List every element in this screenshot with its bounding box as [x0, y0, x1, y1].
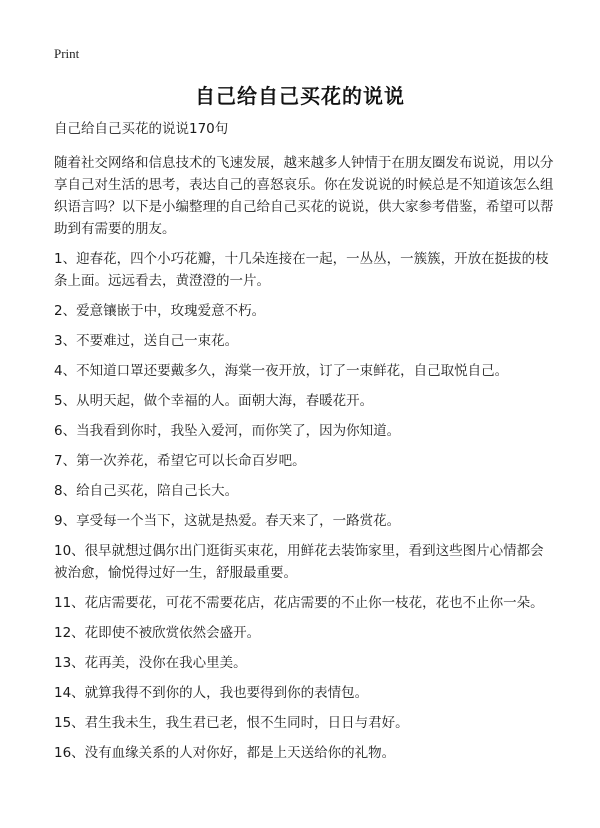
list-item: 11、花店需要花，可花不需要花店，花店需要的不止你一枝花，花也不止你一朵。: [54, 595, 544, 611]
list-item: 14、就算我得不到你的人，我也要得到你的表情包。: [54, 685, 369, 701]
list-item: 3、不要难过，送自己一束花。: [54, 333, 239, 349]
list-item: 10、很早就想过偶尔出门逛街买束花，用鲜花去装饰家里，看到这些图片心情都会被治愈，愉悦得过好一生，舒服最重要。: [54, 543, 544, 581]
list-item: 12、花即使不被欣赏依然会盛开。: [54, 625, 261, 641]
list-item: 1、迎春花，四个小巧花瓣，十几朵连接在一起，一丛丛，一簇簇，开放在挺拔的枝条上面。远远看去，黄澄澄的一片。: [54, 251, 549, 289]
list-item: 2、爱意镶嵌于中，玫瑰爱意不朽。: [54, 303, 266, 319]
quote-list: [54, 248, 554, 764]
page-title: 自己给自己买花的说说: [195, 84, 405, 108]
list-item: 6、当我看到你时，我坠入爱河，而你笑了，因为你知道。: [54, 423, 401, 439]
list-item: 15、君生我未生，我生君已老，恨不生同时，日日与君好。: [54, 715, 409, 731]
print-link[interactable]: Print: [54, 46, 80, 61]
list-item: 4、不知道口罩还要戴多久，海棠一夜开放，订了一束鲜花，自己取悦自己。: [54, 363, 509, 379]
list-item: 16、没有血缘关系的人对你好，都是上天送给你的礼物。: [54, 745, 396, 761]
list-item: 13、花再美，没你在我心里美。: [54, 655, 247, 671]
article-body: [54, 118, 554, 772]
intro-paragraph: 随着社交网络和信息技术的飞速发展，越来越多人钟情于在朋友圈发布说说，用以分享自己对生活的思考，表达自己的喜怒哀乐。你在发说说的时候总是不知道该怎么组织语言吗？以下是小编整理的自己给自己买花的说说，供大家参考借鉴，希望可以帮助到有需要的朋友。: [54, 155, 554, 237]
article-subtitle: 自己给自己买花的说说170句: [54, 121, 229, 137]
list-item: 8、给自己买花，陪自己长大。: [54, 483, 239, 499]
list-item: 9、享受每一个当下，这就是热爱。春天来了，一路赏花。: [54, 513, 401, 529]
list-item: 5、从明天起，做个幸福的人。面朝大海，春暖花开。: [54, 393, 374, 409]
list-item: 7、第一次养花，希望它可以长命百岁吧。: [54, 453, 306, 469]
